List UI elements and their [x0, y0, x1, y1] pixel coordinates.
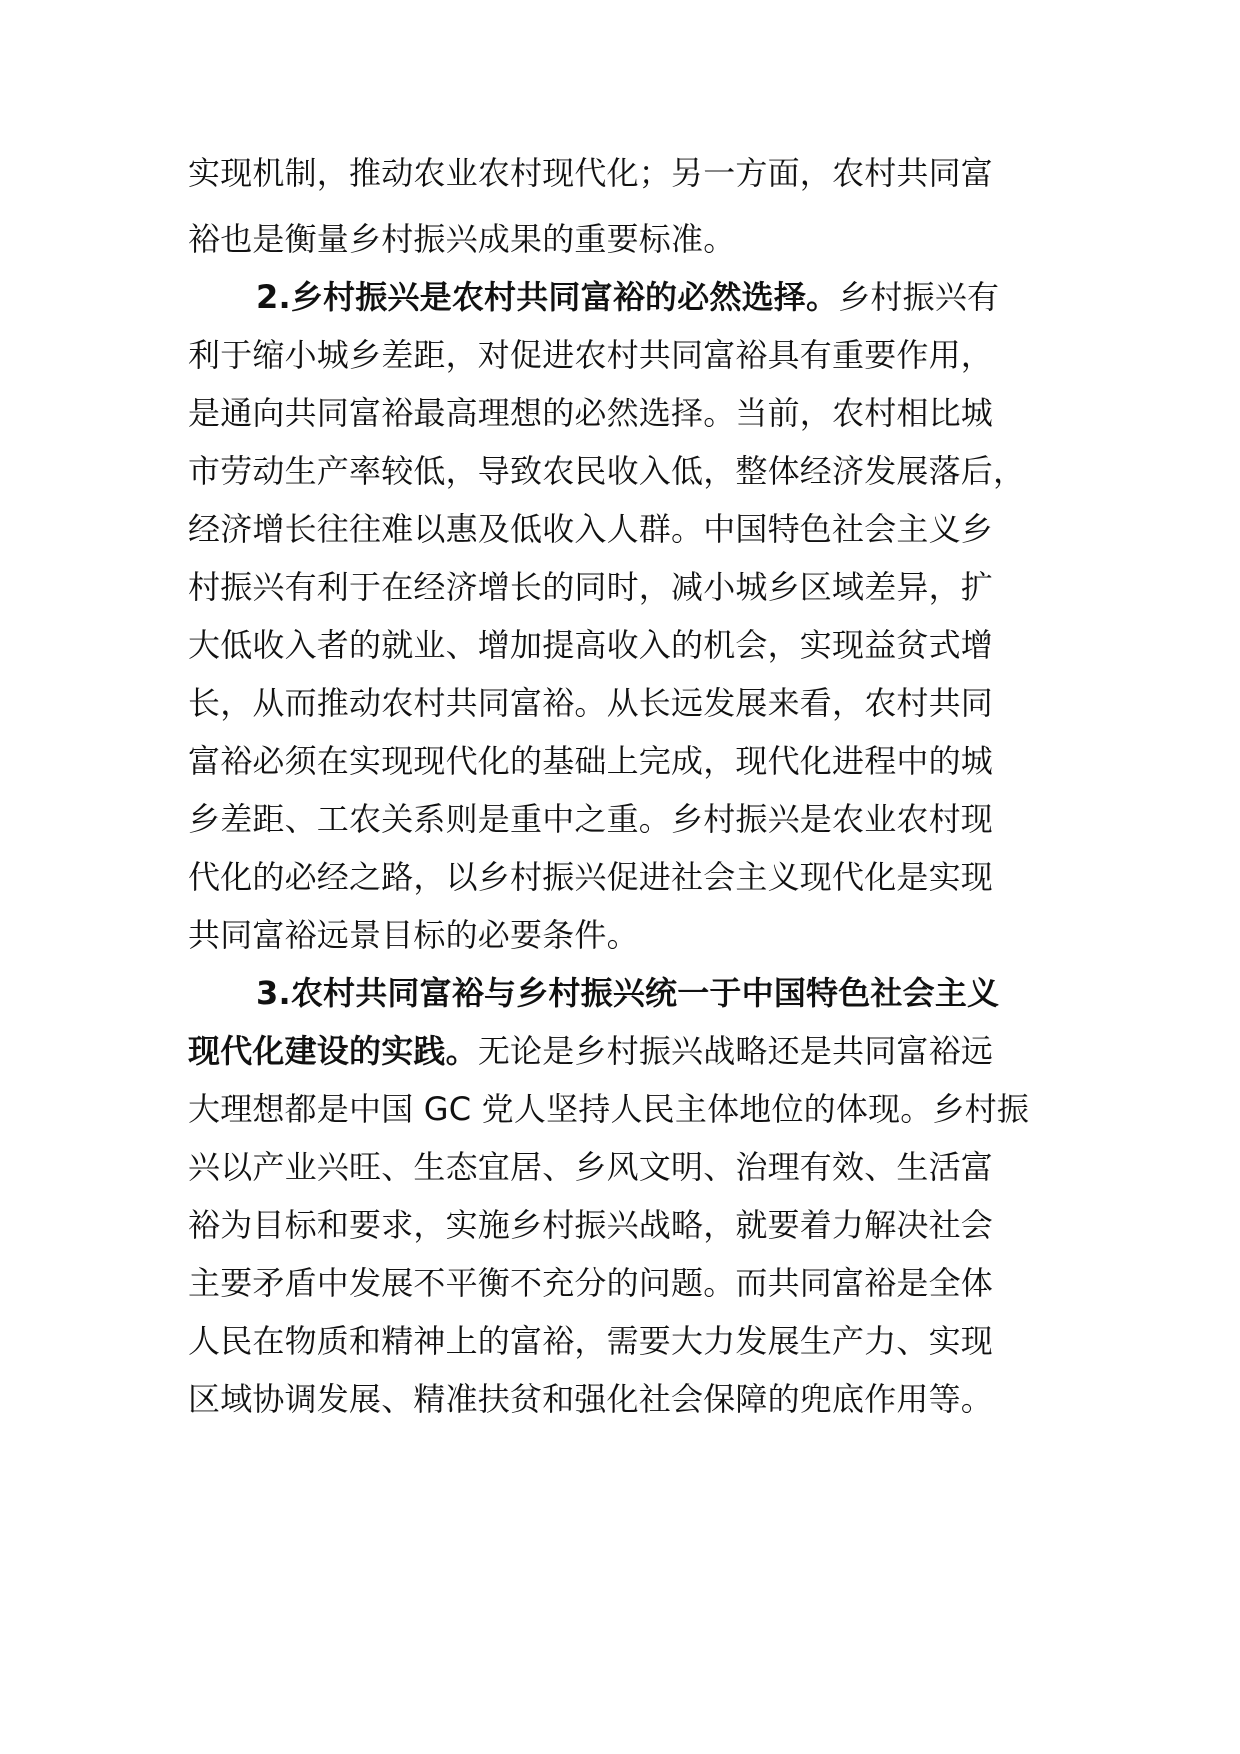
- paragraph-2-first-line: [256, 264, 1088, 330]
- text-line: 利于缩小城乡差距，对促进农村共同富裕具有重要作用，: [188, 336, 994, 374]
- text-line: 经济增长往往难以惠及低收入人群。中国特色社会主义乡: [188, 510, 994, 548]
- text-line: 区域协调发展、精准扶贫和强化社会保障的兜底作用等。: [188, 1380, 994, 1418]
- text-line: 大理想都是中国 GC 党人坚持人民主体地位的体现。乡村振: [188, 1090, 1030, 1128]
- text-line: 主要矛盾中发展不平衡不充分的问题。而共同富裕是全体: [188, 1264, 994, 1302]
- text-line: 实现机制，推动农业农村现代化；另一方面，农村共同富: [188, 154, 994, 192]
- text-line: 是通向共同富裕最高理想的必然选择。当前，农村相比城: [188, 394, 994, 432]
- text-line: 大低收入者的就业、增加提高收入的机会，实现益贫式增: [188, 626, 994, 664]
- section-heading-2: 2.乡村振兴是农村共同富裕的必然选择。: [256, 278, 839, 316]
- text-line: 长，从而推动农村共同富裕。从长远发展来看，农村共同: [188, 684, 994, 722]
- text-line: 裕为目标和要求，实施乡村振兴战略，就要着力解决社会: [188, 1206, 994, 1244]
- text-line: 人民在物质和精神上的富裕，需要大力发展生产力、实现: [188, 1322, 994, 1360]
- text-line: 乡差距、工农关系则是重中之重。乡村振兴是农业农村现: [188, 800, 994, 838]
- section-heading-3-continued: 现代化建设的实践。: [188, 1032, 478, 1070]
- text-line: 共同富裕远景目标的必要条件。: [188, 916, 639, 954]
- text-line: 村振兴有利于在经济增长的同时，减小城乡区域差异，扩: [188, 568, 994, 606]
- section-heading-3: 3.农村共同富裕与乡村振兴统一于中国特色社会主义: [256, 974, 1000, 1012]
- text-line: 富裕必须在实现现代化的基础上完成，现代化进程中的城: [188, 742, 994, 780]
- text-run: 无论是乡村振兴战略还是共同富裕远: [477, 1032, 994, 1070]
- text-line: 代化的必经之路，以乡村振兴促进社会主义现代化是实现: [188, 858, 994, 896]
- text-line: 市劳动生产率较低，导致农民收入低，整体经济发展落后，: [188, 452, 1026, 490]
- text-line: 兴以产业兴旺、生态宜居、乡风文明、治理有效、生活富: [188, 1148, 994, 1186]
- text-run: 乡村振兴有: [838, 278, 1000, 316]
- paragraph-3-second-line: [188, 1018, 1088, 1084]
- text-line: 裕也是衡量乡村振兴成果的重要标准。: [188, 220, 736, 258]
